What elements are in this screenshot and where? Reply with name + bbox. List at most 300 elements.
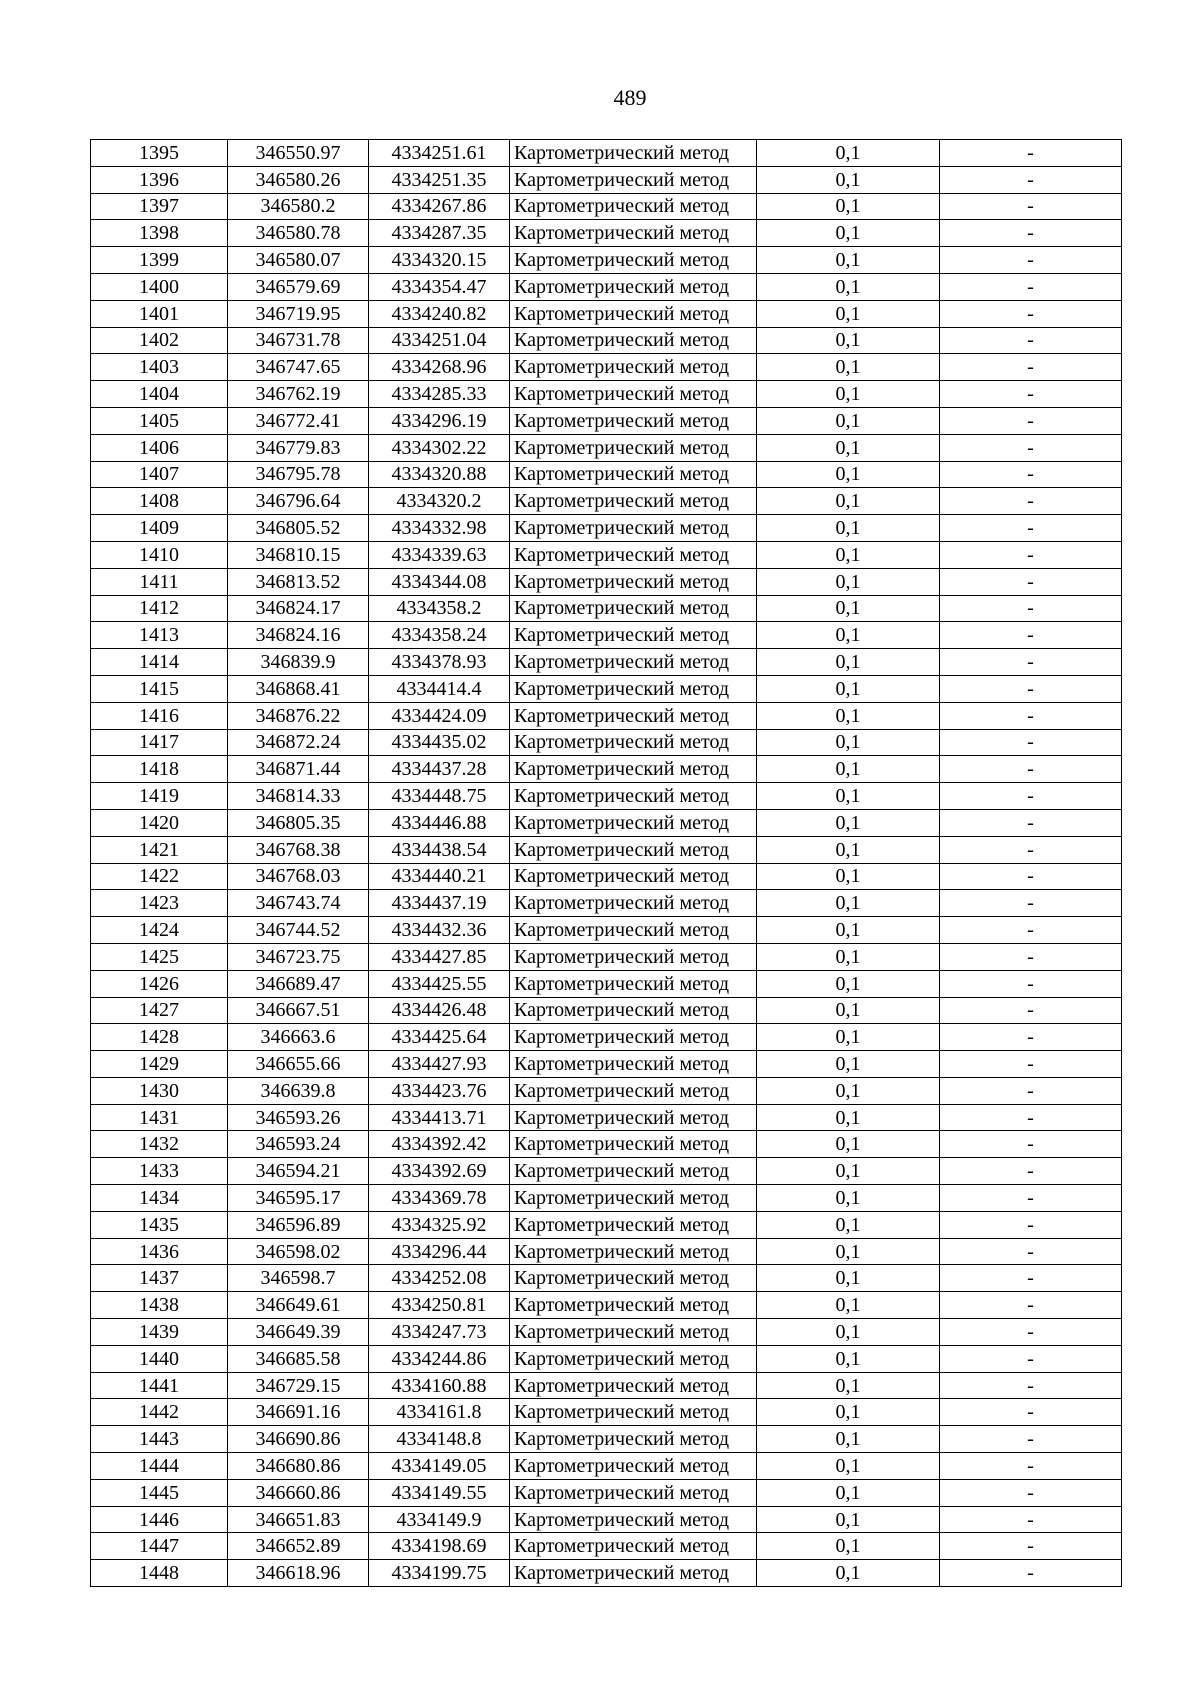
table-row (91, 1399, 1122, 1426)
table-row (91, 809, 1122, 836)
method-cell: Картометрический метод (510, 166, 757, 193)
accuracy-cell: 0,1 (757, 515, 940, 542)
accuracy-cell: 0,1 (757, 1345, 940, 1372)
method-cell: Картометрический метод (510, 917, 757, 944)
dash-cell: - (940, 675, 1122, 702)
dash-cell: - (940, 273, 1122, 300)
dash-cell: - (940, 327, 1122, 354)
accuracy-cell: 0,1 (757, 1131, 940, 1158)
x-coordinate-cell: 346731.78 (228, 327, 369, 354)
point-number-cell: 1399 (91, 247, 228, 274)
x-coordinate-cell: 346744.52 (228, 917, 369, 944)
method-cell: Картометрический метод (510, 1158, 757, 1185)
dash-cell: - (940, 1077, 1122, 1104)
table-row (91, 863, 1122, 890)
x-coordinate-cell: 346772.41 (228, 407, 369, 434)
dash-cell: - (940, 541, 1122, 568)
x-coordinate-cell: 346719.95 (228, 300, 369, 327)
point-number-cell: 1438 (91, 1292, 228, 1319)
method-cell: Картометрический метод (510, 1211, 757, 1238)
x-coordinate-cell: 346871.44 (228, 756, 369, 783)
table-row (91, 756, 1122, 783)
point-number-cell: 1421 (91, 836, 228, 863)
x-coordinate-cell: 346691.16 (228, 1399, 369, 1426)
dash-cell: - (940, 622, 1122, 649)
y-coordinate-cell: 4334240.82 (369, 300, 510, 327)
accuracy-cell: 0,1 (757, 354, 940, 381)
table-row (91, 461, 1122, 488)
x-coordinate-cell: 346690.86 (228, 1426, 369, 1453)
accuracy-cell: 0,1 (757, 1185, 940, 1212)
point-number-cell: 1405 (91, 407, 228, 434)
x-coordinate-cell: 346805.52 (228, 515, 369, 542)
y-coordinate-cell: 4334358.2 (369, 595, 510, 622)
table-row (91, 354, 1122, 381)
dash-cell: - (940, 193, 1122, 220)
x-coordinate-cell: 346663.6 (228, 1024, 369, 1051)
y-coordinate-cell: 4334160.88 (369, 1372, 510, 1399)
y-coordinate-cell: 4334435.02 (369, 729, 510, 756)
table-row (91, 247, 1122, 274)
dash-cell: - (940, 1238, 1122, 1265)
x-coordinate-cell: 346596.89 (228, 1211, 369, 1238)
method-cell: Картометрический метод (510, 836, 757, 863)
method-cell: Картометрический метод (510, 1051, 757, 1078)
point-number-cell: 1398 (91, 220, 228, 247)
y-coordinate-cell: 4334413.71 (369, 1104, 510, 1131)
dash-cell: - (940, 247, 1122, 274)
x-coordinate-cell: 346580.07 (228, 247, 369, 274)
y-coordinate-cell: 4334392.69 (369, 1158, 510, 1185)
x-coordinate-cell: 346593.24 (228, 1131, 369, 1158)
method-cell: Картометрический метод (510, 247, 757, 274)
accuracy-cell: 0,1 (757, 1238, 940, 1265)
method-cell: Картометрический метод (510, 193, 757, 220)
table-row (91, 488, 1122, 515)
point-number-cell: 1446 (91, 1506, 228, 1533)
table-row (91, 1345, 1122, 1372)
y-coordinate-cell: 4334358.24 (369, 622, 510, 649)
point-number-cell: 1417 (91, 729, 228, 756)
y-coordinate-cell: 4334369.78 (369, 1185, 510, 1212)
dash-cell: - (940, 863, 1122, 890)
accuracy-cell: 0,1 (757, 1399, 940, 1426)
table-row (91, 943, 1122, 970)
x-coordinate-cell: 346813.52 (228, 568, 369, 595)
y-coordinate-cell: 4334285.33 (369, 381, 510, 408)
y-coordinate-cell: 4334252.08 (369, 1265, 510, 1292)
method-cell: Картометрический метод (510, 1372, 757, 1399)
table-row (91, 407, 1122, 434)
x-coordinate-cell: 346667.51 (228, 997, 369, 1024)
accuracy-cell: 0,1 (757, 675, 940, 702)
table-row (91, 1426, 1122, 1453)
dash-cell: - (940, 1372, 1122, 1399)
point-number-cell: 1404 (91, 381, 228, 408)
dash-cell: - (940, 836, 1122, 863)
table-row (91, 836, 1122, 863)
dash-cell: - (940, 381, 1122, 408)
point-number-cell: 1409 (91, 515, 228, 542)
y-coordinate-cell: 4334251.35 (369, 166, 510, 193)
point-number-cell: 1444 (91, 1453, 228, 1480)
y-coordinate-cell: 4334378.93 (369, 649, 510, 676)
x-coordinate-cell: 346649.61 (228, 1292, 369, 1319)
y-coordinate-cell: 4334414.4 (369, 675, 510, 702)
y-coordinate-cell: 4334437.28 (369, 756, 510, 783)
table-row (91, 166, 1122, 193)
x-coordinate-cell: 346580.78 (228, 220, 369, 247)
x-coordinate-cell: 346618.96 (228, 1560, 369, 1587)
method-cell: Картометрический метод (510, 1024, 757, 1051)
x-coordinate-cell: 346872.24 (228, 729, 369, 756)
point-number-cell: 1443 (91, 1426, 228, 1453)
accuracy-cell: 0,1 (757, 300, 940, 327)
dash-cell: - (940, 809, 1122, 836)
dash-cell: - (940, 488, 1122, 515)
y-coordinate-cell: 4334148.8 (369, 1426, 510, 1453)
method-cell: Картометрический метод (510, 1453, 757, 1480)
point-number-cell: 1435 (91, 1211, 228, 1238)
method-cell: Картометрический метод (510, 809, 757, 836)
point-number-cell: 1433 (91, 1158, 228, 1185)
point-number-cell: 1412 (91, 595, 228, 622)
dash-cell: - (940, 997, 1122, 1024)
x-coordinate-cell: 346652.89 (228, 1533, 369, 1560)
coordinates-table (90, 139, 1122, 1587)
table-row (91, 300, 1122, 327)
method-cell: Картометрический метод (510, 541, 757, 568)
point-number-cell: 1411 (91, 568, 228, 595)
x-coordinate-cell: 346824.16 (228, 622, 369, 649)
method-cell: Картометрический метод (510, 140, 757, 167)
dash-cell: - (940, 1533, 1122, 1560)
point-number-cell: 1424 (91, 917, 228, 944)
y-coordinate-cell: 4334438.54 (369, 836, 510, 863)
accuracy-cell: 0,1 (757, 729, 940, 756)
table-row (91, 434, 1122, 461)
table-row (91, 193, 1122, 220)
method-cell: Картометрический метод (510, 1479, 757, 1506)
point-number-cell: 1422 (91, 863, 228, 890)
method-cell: Картометрический метод (510, 1533, 757, 1560)
dash-cell: - (940, 1211, 1122, 1238)
dash-cell: - (940, 1051, 1122, 1078)
y-coordinate-cell: 4334425.64 (369, 1024, 510, 1051)
x-coordinate-cell: 346729.15 (228, 1372, 369, 1399)
x-coordinate-cell: 346689.47 (228, 970, 369, 997)
method-cell: Картометрический метод (510, 461, 757, 488)
table-row (91, 1185, 1122, 1212)
accuracy-cell: 0,1 (757, 1479, 940, 1506)
point-number-cell: 1407 (91, 461, 228, 488)
method-cell: Картометрический метод (510, 649, 757, 676)
x-coordinate-cell: 346795.78 (228, 461, 369, 488)
dash-cell: - (940, 1560, 1122, 1587)
point-number-cell: 1439 (91, 1319, 228, 1346)
accuracy-cell: 0,1 (757, 1265, 940, 1292)
point-number-cell: 1419 (91, 783, 228, 810)
table-row (91, 1211, 1122, 1238)
table-row (91, 1292, 1122, 1319)
x-coordinate-cell: 346550.97 (228, 140, 369, 167)
table-row (91, 568, 1122, 595)
page-number: 489 (613, 85, 647, 110)
y-coordinate-cell: 4334424.09 (369, 702, 510, 729)
dash-cell: - (940, 943, 1122, 970)
method-cell: Картометрический метод (510, 488, 757, 515)
x-coordinate-cell: 346796.64 (228, 488, 369, 515)
point-number-cell: 1410 (91, 541, 228, 568)
table-row (91, 890, 1122, 917)
method-cell: Картометрический метод (510, 997, 757, 1024)
y-coordinate-cell: 4334354.47 (369, 273, 510, 300)
table-row (91, 515, 1122, 542)
method-cell: Картометрический метод (510, 622, 757, 649)
accuracy-cell: 0,1 (757, 1506, 940, 1533)
method-cell: Картометрический метод (510, 515, 757, 542)
x-coordinate-cell: 346595.17 (228, 1185, 369, 1212)
dash-cell: - (940, 595, 1122, 622)
point-number-cell: 1396 (91, 166, 228, 193)
method-cell: Картометрический метод (510, 1238, 757, 1265)
point-number-cell: 1414 (91, 649, 228, 676)
accuracy-cell: 0,1 (757, 1453, 940, 1480)
method-cell: Картометрический метод (510, 1185, 757, 1212)
accuracy-cell: 0,1 (757, 1426, 940, 1453)
method-cell: Картометрический метод (510, 1077, 757, 1104)
table-row (91, 541, 1122, 568)
y-coordinate-cell: 4334446.88 (369, 809, 510, 836)
accuracy-cell: 0,1 (757, 1024, 940, 1051)
y-coordinate-cell: 4334425.55 (369, 970, 510, 997)
dash-cell: - (940, 300, 1122, 327)
method-cell: Картометрический метод (510, 1104, 757, 1131)
y-coordinate-cell: 4334161.8 (369, 1399, 510, 1426)
method-cell: Картометрический метод (510, 756, 757, 783)
method-cell: Картометрический метод (510, 729, 757, 756)
y-coordinate-cell: 4334251.04 (369, 327, 510, 354)
x-coordinate-cell: 346655.66 (228, 1051, 369, 1078)
y-coordinate-cell: 4334287.35 (369, 220, 510, 247)
x-coordinate-cell: 346810.15 (228, 541, 369, 568)
accuracy-cell: 0,1 (757, 1158, 940, 1185)
dash-cell: - (940, 970, 1122, 997)
accuracy-cell: 0,1 (757, 407, 940, 434)
y-coordinate-cell: 4334296.19 (369, 407, 510, 434)
table-row (91, 1238, 1122, 1265)
point-number-cell: 1423 (91, 890, 228, 917)
point-number-cell: 1418 (91, 756, 228, 783)
x-coordinate-cell: 346876.22 (228, 702, 369, 729)
method-cell: Картометрический метод (510, 970, 757, 997)
y-coordinate-cell: 4334149.05 (369, 1453, 510, 1480)
y-coordinate-cell: 4334250.81 (369, 1292, 510, 1319)
y-coordinate-cell: 4334302.22 (369, 434, 510, 461)
table-row (91, 997, 1122, 1024)
y-coordinate-cell: 4334427.85 (369, 943, 510, 970)
accuracy-cell: 0,1 (757, 649, 940, 676)
x-coordinate-cell: 346814.33 (228, 783, 369, 810)
dash-cell: - (940, 1265, 1122, 1292)
accuracy-cell: 0,1 (757, 1104, 940, 1131)
x-coordinate-cell: 346805.35 (228, 809, 369, 836)
point-number-cell: 1445 (91, 1479, 228, 1506)
x-coordinate-cell: 346824.17 (228, 595, 369, 622)
accuracy-cell: 0,1 (757, 595, 940, 622)
dash-cell: - (940, 1399, 1122, 1426)
point-number-cell: 1436 (91, 1238, 228, 1265)
dash-cell: - (940, 515, 1122, 542)
method-cell: Картометрический метод (510, 220, 757, 247)
table-row (91, 1453, 1122, 1480)
table-row (91, 783, 1122, 810)
x-coordinate-cell: 346768.38 (228, 836, 369, 863)
method-cell: Картометрический метод (510, 568, 757, 595)
point-number-cell: 1415 (91, 675, 228, 702)
y-coordinate-cell: 4334320.2 (369, 488, 510, 515)
dash-cell: - (940, 890, 1122, 917)
y-coordinate-cell: 4334199.75 (369, 1560, 510, 1587)
method-cell: Картометрический метод (510, 1319, 757, 1346)
x-coordinate-cell: 346598.7 (228, 1265, 369, 1292)
x-coordinate-cell: 346639.8 (228, 1077, 369, 1104)
x-coordinate-cell: 346579.69 (228, 273, 369, 300)
method-cell: Картометрический метод (510, 273, 757, 300)
table-row (91, 1506, 1122, 1533)
x-coordinate-cell: 346685.58 (228, 1345, 369, 1372)
x-coordinate-cell: 346839.9 (228, 649, 369, 676)
method-cell: Картометрический метод (510, 1345, 757, 1372)
method-cell: Картометрический метод (510, 300, 757, 327)
accuracy-cell: 0,1 (757, 756, 940, 783)
dash-cell: - (940, 1319, 1122, 1346)
method-cell: Картометрический метод (510, 1292, 757, 1319)
table-row (91, 1024, 1122, 1051)
y-coordinate-cell: 4334339.63 (369, 541, 510, 568)
y-coordinate-cell: 4334267.86 (369, 193, 510, 220)
table-row (91, 917, 1122, 944)
y-coordinate-cell: 4334247.73 (369, 1319, 510, 1346)
method-cell: Картометрический метод (510, 1265, 757, 1292)
accuracy-cell: 0,1 (757, 702, 940, 729)
accuracy-cell: 0,1 (757, 1077, 940, 1104)
table-row (91, 702, 1122, 729)
dash-cell: - (940, 461, 1122, 488)
y-coordinate-cell: 4334427.93 (369, 1051, 510, 1078)
accuracy-cell: 0,1 (757, 1292, 940, 1319)
method-cell: Картометрический метод (510, 354, 757, 381)
point-number-cell: 1401 (91, 300, 228, 327)
y-coordinate-cell: 4334149.9 (369, 1506, 510, 1533)
accuracy-cell: 0,1 (757, 327, 940, 354)
accuracy-cell: 0,1 (757, 568, 940, 595)
method-cell: Картометрический метод (510, 381, 757, 408)
dash-cell: - (940, 1479, 1122, 1506)
method-cell: Картометрический метод (510, 1426, 757, 1453)
table-row (91, 595, 1122, 622)
accuracy-cell: 0,1 (757, 247, 940, 274)
y-coordinate-cell: 4334392.42 (369, 1131, 510, 1158)
accuracy-cell: 0,1 (757, 220, 940, 247)
dash-cell: - (940, 220, 1122, 247)
y-coordinate-cell: 4334437.19 (369, 890, 510, 917)
point-number-cell: 1434 (91, 1185, 228, 1212)
table-row (91, 1372, 1122, 1399)
x-coordinate-cell: 346594.21 (228, 1158, 369, 1185)
dash-cell: - (940, 166, 1122, 193)
accuracy-cell: 0,1 (757, 381, 940, 408)
point-number-cell: 1440 (91, 1345, 228, 1372)
point-number-cell: 1442 (91, 1399, 228, 1426)
dash-cell: - (940, 783, 1122, 810)
accuracy-cell: 0,1 (757, 140, 940, 167)
accuracy-cell: 0,1 (757, 1319, 940, 1346)
x-coordinate-cell: 346649.39 (228, 1319, 369, 1346)
table-row (91, 1077, 1122, 1104)
x-coordinate-cell: 346680.86 (228, 1453, 369, 1480)
method-cell: Картометрический метод (510, 407, 757, 434)
method-cell: Картометрический метод (510, 675, 757, 702)
y-coordinate-cell: 4334426.48 (369, 997, 510, 1024)
table-row (91, 1051, 1122, 1078)
method-cell: Картометрический метод (510, 434, 757, 461)
table-row (91, 1104, 1122, 1131)
point-number-cell: 1416 (91, 702, 228, 729)
dash-cell: - (940, 917, 1122, 944)
point-number-cell: 1432 (91, 1131, 228, 1158)
table-row (91, 1158, 1122, 1185)
table-row (91, 1560, 1122, 1587)
x-coordinate-cell: 346723.75 (228, 943, 369, 970)
point-number-cell: 1408 (91, 488, 228, 515)
table-row (91, 140, 1122, 167)
accuracy-cell: 0,1 (757, 622, 940, 649)
point-number-cell: 1400 (91, 273, 228, 300)
accuracy-cell: 0,1 (757, 1372, 940, 1399)
y-coordinate-cell: 4334198.69 (369, 1533, 510, 1560)
y-coordinate-cell: 4334325.92 (369, 1211, 510, 1238)
x-coordinate-cell: 346580.26 (228, 166, 369, 193)
point-number-cell: 1420 (91, 809, 228, 836)
dash-cell: - (940, 1506, 1122, 1533)
accuracy-cell: 0,1 (757, 863, 940, 890)
point-number-cell: 1441 (91, 1372, 228, 1399)
table-row (91, 220, 1122, 247)
accuracy-cell: 0,1 (757, 193, 940, 220)
accuracy-cell: 0,1 (757, 541, 940, 568)
dash-cell: - (940, 756, 1122, 783)
method-cell: Картометрический метод (510, 327, 757, 354)
method-cell: Картометрический метод (510, 783, 757, 810)
point-number-cell: 1428 (91, 1024, 228, 1051)
table-row (91, 622, 1122, 649)
method-cell: Картометрический метод (510, 943, 757, 970)
y-coordinate-cell: 4334423.76 (369, 1077, 510, 1104)
accuracy-cell: 0,1 (757, 809, 940, 836)
y-coordinate-cell: 4334244.86 (369, 1345, 510, 1372)
x-coordinate-cell: 346660.86 (228, 1479, 369, 1506)
dash-cell: - (940, 407, 1122, 434)
accuracy-cell: 0,1 (757, 166, 940, 193)
accuracy-cell: 0,1 (757, 890, 940, 917)
point-number-cell: 1413 (91, 622, 228, 649)
y-coordinate-cell: 4334268.96 (369, 354, 510, 381)
method-cell: Картометрический метод (510, 702, 757, 729)
y-coordinate-cell: 4334320.88 (369, 461, 510, 488)
dash-cell: - (940, 1024, 1122, 1051)
method-cell: Картометрический метод (510, 1399, 757, 1426)
